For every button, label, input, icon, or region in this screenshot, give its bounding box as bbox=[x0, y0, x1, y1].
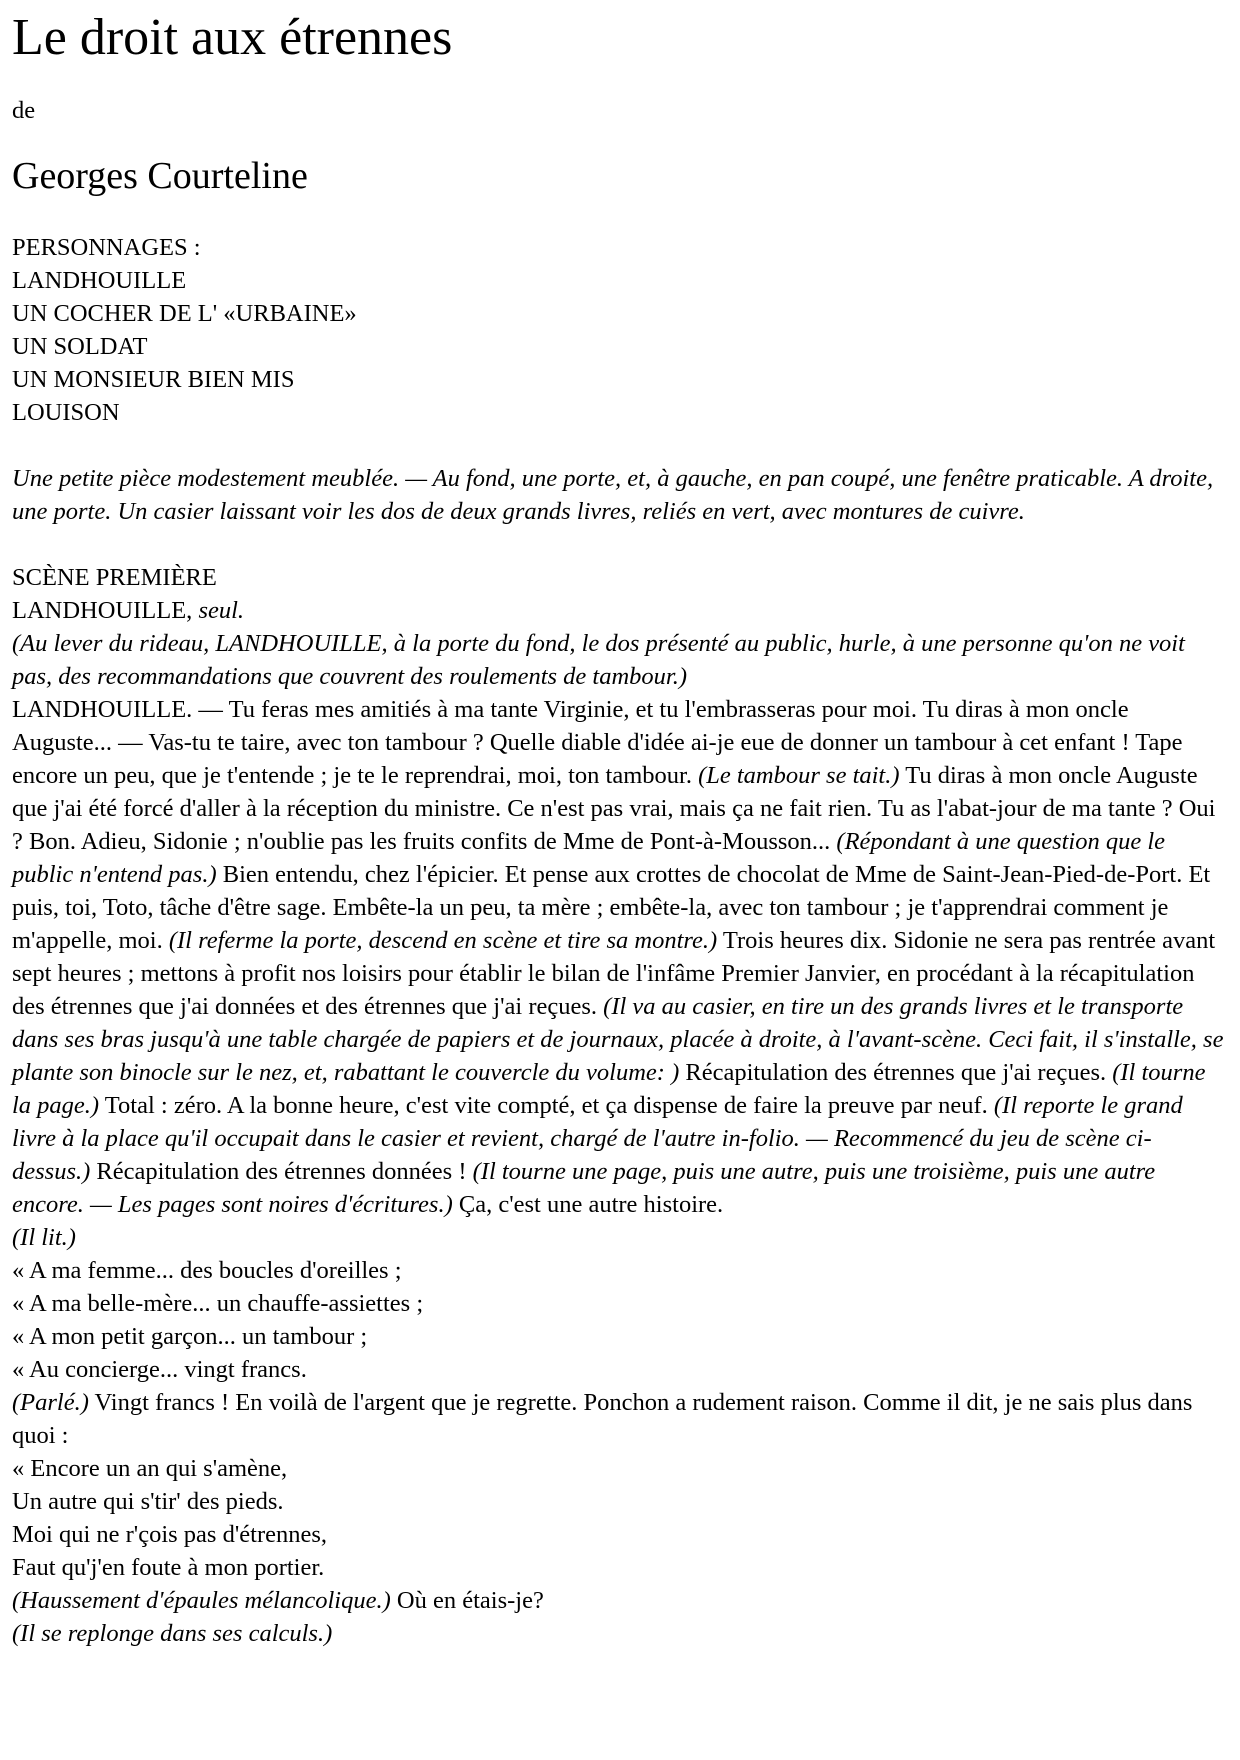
shrug-line bbox=[12, 1584, 1228, 1617]
stage-direction: (Il referme la porte, descend en scène et tire sa montre.) bbox=[168, 927, 718, 954]
speech-text: Trois heures dix. Sidonie ne sera pas rentrée avant sept heures ; mettons à profit nos loisirs pour établir le bilan de l'infâme Premier Janvier, en procédant à la récapitulation des étrennes que j'ai données et des étrennes que j'ai reçues. bbox=[12, 927, 1216, 1020]
speech-text: Tu diras à mon oncle Auguste que j'ai été forcé d'aller à la réception du ministre. Ce n'est pas vrai, mais ça ne fait rien. Tu as l'abat-jour de ma tante ? Oui ? Bon. Adieu, Sidonie ; n'oublie pas les fruits confits de Mme de Pont-à-Mousson... bbox=[12, 762, 1216, 855]
setting-text: Une petite pièce modestement meublée. — Au fond, une porte, et, à gauche, en pan coupé, une fenêtre praticable. A droite, une porte. Un casier laissant voir les dos de deux grands livres, reliés en vert, avec montures de cuivre. bbox=[12, 465, 1214, 525]
speech-text: Ça, c'est une autre histoire. bbox=[452, 1191, 724, 1218]
stage-direction: (Il lit.) bbox=[12, 1224, 76, 1251]
scene-heading: SCÈNE PREMIÈRE bbox=[12, 564, 217, 591]
stage-direction: (Il reporte le grand livre à la place qu'il occupait dans le casier et revient, chargé de l'autre in-folio. — Recommencé du jeu de scène ci-dessus.) bbox=[12, 1092, 1183, 1185]
speech-text: Récapitulation des étrennes données ! bbox=[90, 1158, 473, 1185]
speaker-note: seul. bbox=[198, 597, 245, 624]
ledger-entry: « Au concierge... vingt francs. bbox=[12, 1356, 307, 1383]
scene-one bbox=[12, 561, 1228, 1650]
author-name: Georges Courteline bbox=[12, 155, 308, 197]
ledger-entry: « A mon petit garçon... un tambour ; bbox=[12, 1323, 368, 1350]
cast-heading: PERSONNAGES : bbox=[12, 234, 201, 261]
verse-line: Un autre qui s'tir' des pieds. bbox=[12, 1488, 284, 1515]
verse-line: Moi qui ne r'çois pas d'étrennes, bbox=[12, 1521, 328, 1548]
verse-quote bbox=[12, 1452, 1228, 1584]
stage-direction: (Il tourne la page.) bbox=[12, 1059, 1206, 1119]
byline-de: de bbox=[12, 97, 36, 124]
speech-text: Vingt francs ! En voilà de l'argent que je regrette. Ponchon a rudement raison. Comme il dit, je ne sais plus dans quoi : bbox=[12, 1389, 1193, 1449]
cast-list bbox=[12, 231, 1228, 429]
speech-text: Récapitulation des étrennes que j'ai reçues. bbox=[679, 1059, 1113, 1086]
setting-description bbox=[12, 462, 1228, 528]
speech-text: Bien entendu, chez l'épicier. Et pense aux crottes de chocolat de Mme de Saint-Jean-Pied-de-Port. Et puis, toi, Toto, tâche d'être sage. Embête-la un peu, ta mère ; embête-la, avec ton tambour ; je t'apprendrai comment je m'appelle, moi. bbox=[12, 861, 1211, 954]
cast-character: LOUISON bbox=[12, 399, 120, 426]
spoken-paragraph bbox=[12, 1386, 1228, 1452]
speech-text: Où en étais-je? bbox=[390, 1587, 544, 1614]
stage-direction: (Il se replonge dans ses calculs.) bbox=[12, 1620, 333, 1647]
ledger-entry: « A ma femme... des boucles d'oreilles ; bbox=[12, 1257, 402, 1284]
speech-text: LANDHOUILLE. — Tu feras mes amitiés à ma tante Virginie, et tu l'embrasseras pour moi. Tu diras à mon oncle Auguste... — Vas-tu te taire, avec ton tambour ? Quelle diable d'idée ai-je eue de donner un tambour à cet enfant ! Tape encore un peu, que je t'entende ; je te le reprendrai, moi, ton tambour. bbox=[12, 696, 1183, 789]
cast-character: UN MONSIEUR BIEN MIS bbox=[12, 366, 295, 393]
cast-character: UN COCHER DE L' «URBAINE» bbox=[12, 300, 357, 327]
verse-line: Faut qu'j'en foute à mon portier. bbox=[12, 1554, 325, 1581]
monologue-paragraph bbox=[12, 693, 1228, 1221]
stage-direction: (Il va au casier, en tire un des grands livres et le transporte dans ses bras jusqu'à une table chargée de papiers et de journaux, placée à droite, à l'avant-scène. Ceci fait, il s'installe, se plante son binocle sur le nez, et, rabattant le couvercle du volume: ) bbox=[12, 993, 1224, 1086]
stage-direction: (Au lever du rideau, LANDHOUILLE, à la porte du fond, le dos présenté au public, hurle, à une personne qu'on ne voit pas, des recommandations que couvrent des roulements de tambour.) bbox=[12, 630, 1185, 690]
speaker-line bbox=[12, 594, 1228, 627]
stage-direction: (Répondant à une question que le public n'entend pas.) bbox=[12, 828, 1166, 888]
document-page bbox=[0, 8, 1240, 1650]
play-title: Le droit aux étrennes bbox=[12, 9, 453, 66]
stage-direction: (Parlé.) bbox=[12, 1389, 89, 1416]
speech-text: Total : zéro. A la bonne heure, c'est vite compté, et ça dispense de faire la preuve par neuf. bbox=[99, 1092, 994, 1119]
stage-direction: (Haussement d'épaules mélancolique.) bbox=[12, 1587, 391, 1614]
cast-character: UN SOLDAT bbox=[12, 333, 148, 360]
cast-character: LANDHOUILLE bbox=[12, 267, 187, 294]
speaker-name: LANDHOUILLE, bbox=[12, 597, 199, 624]
stage-direction: (Il tourne une page, puis une autre, puis une troisième, puis une autre encore. — Les pages sont noires d'écritures.) bbox=[12, 1158, 1156, 1218]
stage-direction: (Le tambour se tait.) bbox=[698, 762, 900, 789]
verse-line: « Encore un an qui s'amène, bbox=[12, 1455, 288, 1482]
ledger-entry: « A ma belle-mère... un chauffe-assiettes ; bbox=[12, 1290, 424, 1317]
